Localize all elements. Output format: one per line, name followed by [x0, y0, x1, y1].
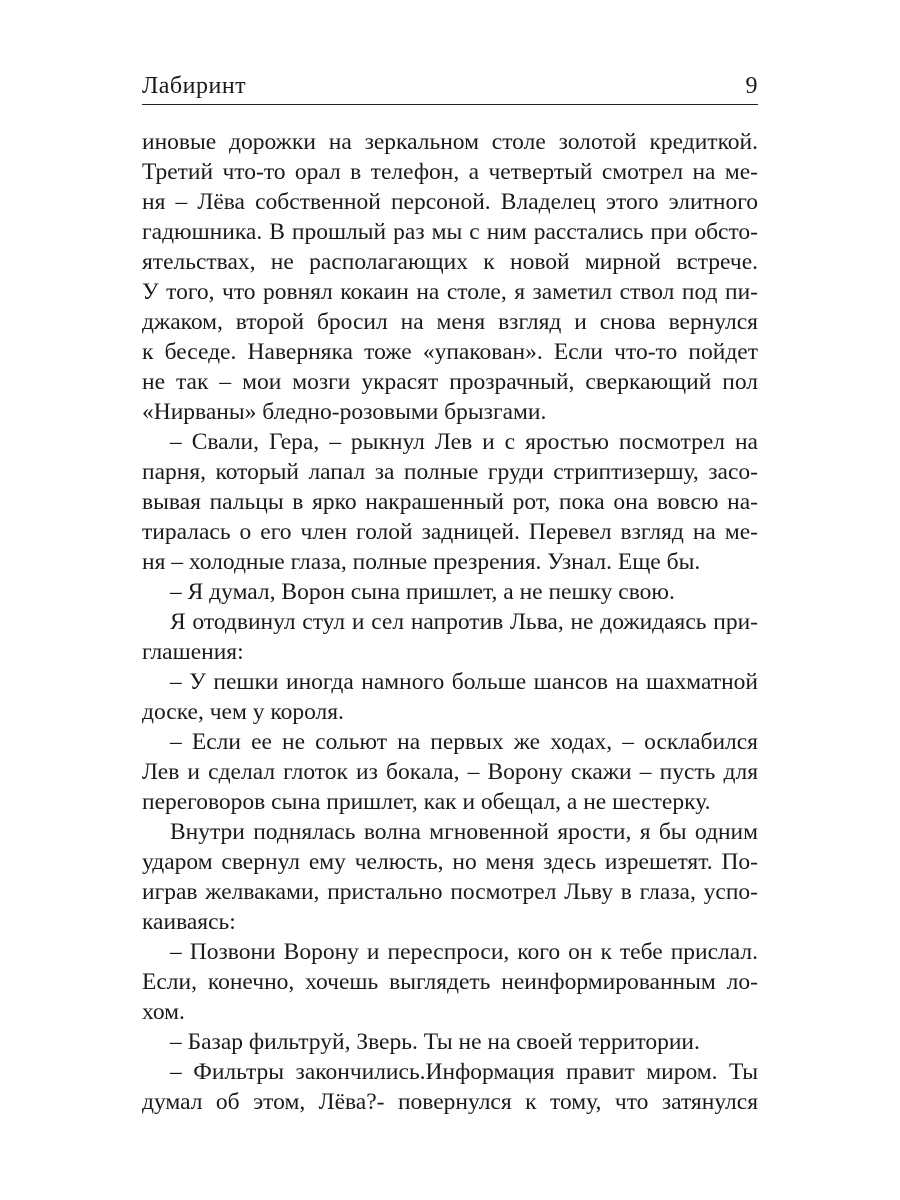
page-number: 9 — [745, 73, 758, 99]
text-line: – Фильтры закончились.Информация правит миром. Ты — [170, 1059, 758, 1085]
text-line: тиралась о его член голой задницей. Перевел взгляд на ме- — [142, 519, 758, 545]
text-line: У того, что ровнял кокаин на столе, я заметил ствол под пи- — [142, 279, 758, 305]
text-line: Лев и сделал глоток из бокала, – Ворону скажи – пусть для — [142, 759, 758, 785]
text-line: «Нирваны» бледно-розовыми брызгами. — [142, 399, 547, 425]
text-line: гадюшника. В прошлый раз мы с ним расстались при обсто- — [142, 219, 758, 245]
text-line: вывая пальцы в ярко накрашенный рот, пока она вовсю на- — [142, 489, 758, 515]
text-line: парня, который лапал за полные груди стриптизершу, засо- — [142, 459, 758, 485]
running-head — [142, 66, 758, 100]
running-title: Лабиринт — [142, 73, 247, 99]
text-line: – Если ее не сольют на первых же ходах, – осклабился — [170, 729, 758, 755]
text-line: – У пешки иногда намного больше шансов на шахматной — [170, 669, 758, 695]
text-line: ня – холодные глаза, полные презрения. Узнал. Еще бы. — [142, 549, 701, 575]
text-line: ятельствах, не располагающих к новой мирной встрече. — [142, 249, 758, 275]
text-line: ударом свернул ему челюсть, но меня здесь изрешетят. По- — [142, 849, 758, 875]
text-line: Если, конечно, хочешь выглядеть неинформированным ло- — [142, 969, 758, 995]
text-line: доске, чем у короля. — [142, 699, 344, 725]
text-line: Внутри поднялась волна мгновенной ярости, я бы одним — [170, 819, 758, 845]
text-line: не так – мои мозги украсят прозрачный, сверкающий пол — [142, 369, 758, 395]
text-line: – Я думал, Ворон сына пришлет, а не пешку свою. — [170, 579, 675, 605]
text-line: – Базар фильтруй, Зверь. Ты не на своей территории. — [170, 1029, 700, 1055]
text-line: думал об этом, Лёва?- повернулся к тому, что затянулся — [142, 1089, 758, 1115]
text-line: – Свали, Гера, – рыкнул Лев и с яростью посмотрел на — [170, 429, 758, 455]
text-line: хом. — [142, 999, 185, 1025]
text-line: – Позвони Ворону и переспроси, кого он к тебе прислал. — [170, 939, 758, 965]
header-rule — [142, 104, 758, 105]
text-line: ня – Лёва собственной персоной. Владелец этого элитного — [142, 189, 758, 215]
text-line: глашения: — [142, 639, 244, 665]
text-line: Третий что-то орал в телефон, а четвертый смотрел на ме- — [142, 159, 758, 185]
text-line: Я отодвинул стул и сел напротив Льва, не дожидаясь при- — [170, 609, 758, 635]
text-line: переговоров сына пришлет, как и обещал, а не шестерку. — [142, 789, 711, 815]
text-line: играв желваками, пристально посмотрел Льву в глаза, успо- — [142, 879, 758, 905]
text-line: иновые дорожки на зеркальном столе золотой кредиткой. — [142, 129, 758, 155]
text-line: джаком, второй бросил на меня взгляд и снова вернулся — [142, 309, 758, 335]
text-line: к беседе. Наверняка тоже «упакован». Если что-то пойдет — [142, 339, 758, 365]
text-line: каиваясь: — [142, 909, 236, 935]
body-text — [142, 127, 758, 1117]
